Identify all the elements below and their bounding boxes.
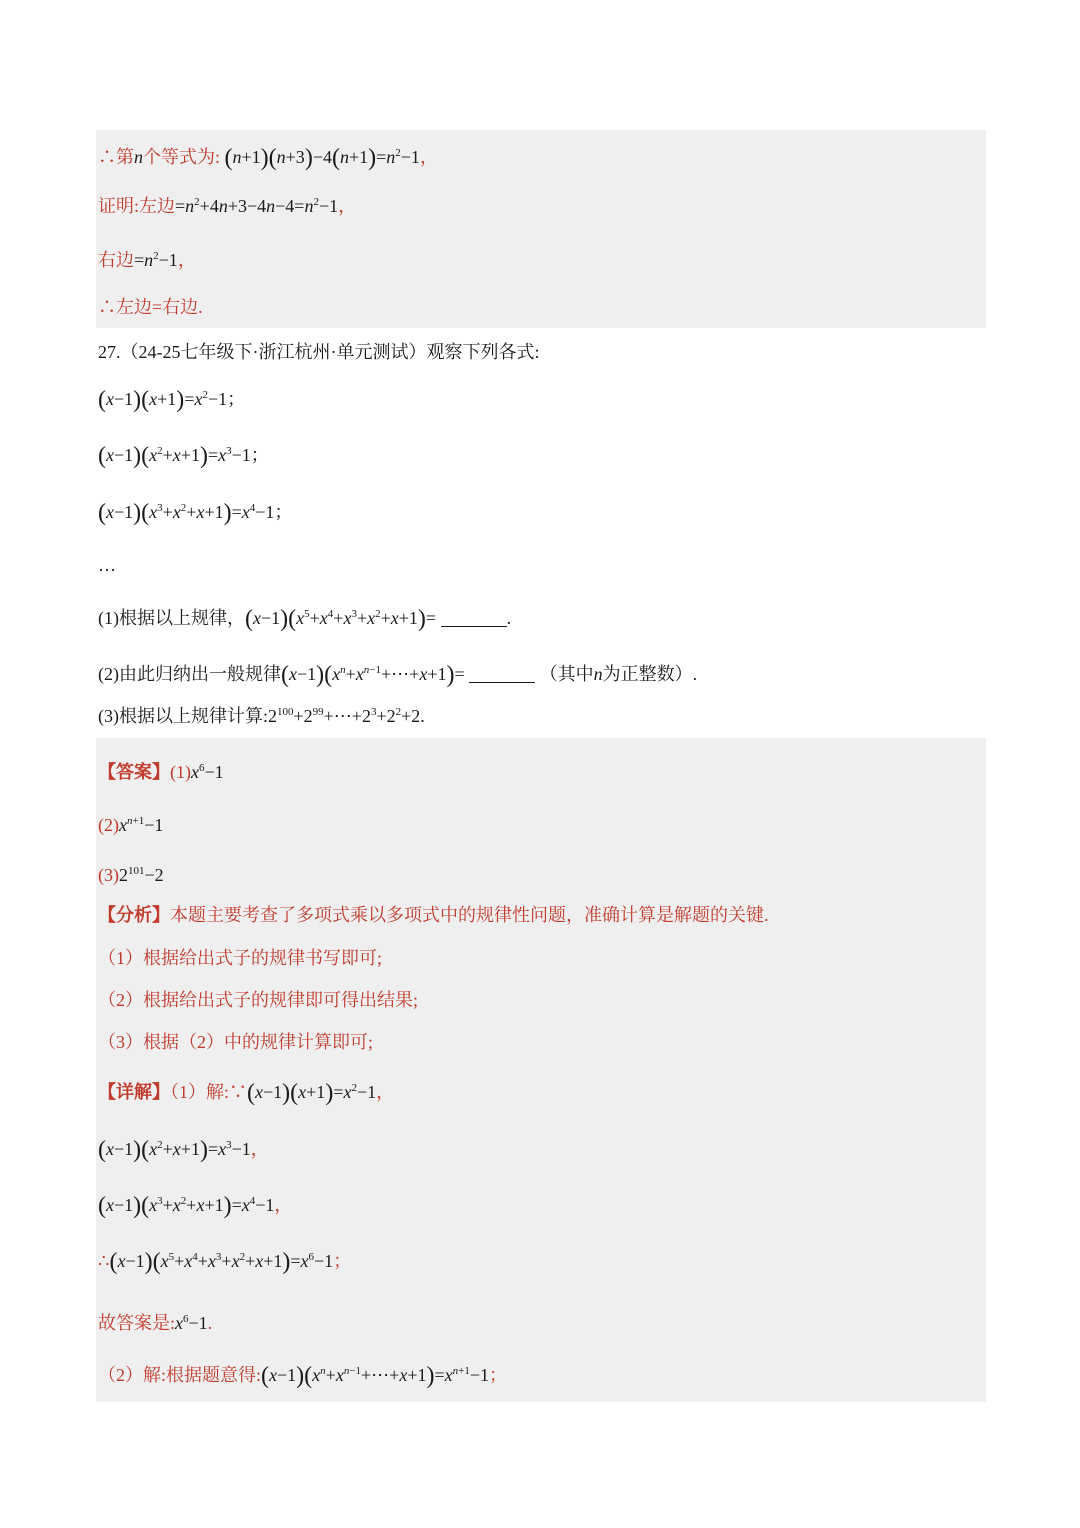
pattern-equation-1: $(x-1)(x+1)=x^2-1$； — [98, 387, 246, 413]
nth-equation-formula: $(n+1)(n+3)-4(n+1)=n^2-1$ — [224, 145, 420, 171]
detail-line-2: $(x-1)(x^2+x+1)=x^3-1$， — [98, 1137, 269, 1163]
analysis-step-2: （2）根据给出式子的规律即可得出结果; — [98, 990, 418, 1010]
detail-tag: 【详解】 — [98, 1082, 170, 1102]
proof-conclusion-line: ∴左边=右边. — [98, 297, 203, 317]
detail-line-1: 【详解】（1）解$:\because(x-1)(x+1)=x^2-1$， — [98, 1080, 395, 1106]
detail-conclusion: 故答案是$:x^6-1$. — [98, 1313, 213, 1333]
analysis-step-1: （1）根据给出式子的规律书写即可; — [98, 948, 382, 968]
answer-2-line: $(2)x^{n+1}-1$ — [98, 815, 164, 835]
pattern-equation-2: $(x-1)(x^2+x+1)=x^3-1$； — [98, 443, 269, 469]
ellipsis: … — [98, 555, 116, 575]
pattern-equation-3: $(x-1)(x^3+x^2+x+1)=x^4-1$； — [98, 500, 293, 526]
answer-blank-1 — [441, 626, 507, 627]
analysis-step-3: （3）根据（2）中的规律计算即可; — [98, 1032, 373, 1052]
analysis-tag: 【分析】 — [98, 905, 170, 925]
question-part-3: (3)根据以上规律计算$:2^{100}+2^{99}+\cdots+2^3+2^2+2$. — [98, 706, 425, 726]
question-part-2: (2)由此归纳出一般规律$(x-1)(x^n+x^{n-1}+\cdots+x+1)=$ （其中n为正整数）. — [98, 662, 698, 688]
proof-left-line: 证明:左边$=n^2+4n+3-4n-4=n^2-1$， — [98, 196, 357, 216]
detail-line-3: $(x-1)(x^3+x^2+x+1)=x^4-1$， — [98, 1193, 293, 1219]
question-part-1: (1)根据以上规律，$(x-1)(x^5+x^4+x^3+x^2+x+1)=$ . — [98, 606, 512, 632]
answer-blank-2 — [469, 682, 535, 683]
solution-box-answer — [96, 738, 986, 1402]
answer-3-line: $(3)2^{101}-2$ — [98, 865, 164, 885]
detail-part-2: （2）解:根据题意得$:(x-1)(x^n+x^{n-1}+\cdots+x+1)=x^{n+1}-1$； — [98, 1363, 508, 1389]
detail-line-4: $\therefore(x-1)(x^5+x^4+x^3+x^2+x+1)=x^6-1$； — [98, 1249, 352, 1275]
answer-tag: 【答案】 — [98, 762, 170, 782]
question-27-title: 27.（24-25七年级下·浙江杭州·单元测试）观察下列各式: — [98, 342, 540, 362]
nth-equation-line: ∴第n个等式为: $(n+1)(n+3)-4(n+1)=n^2-1$， — [98, 145, 438, 171]
answer-1-line: 【答案】$(1)x^6-1$ — [98, 762, 224, 782]
analysis-line: 【分析】本题主要考查了多项式乘以多项式中的规律性问题，准确计算是解题的关键. — [98, 905, 769, 925]
proof-right-line: 右边$=n^2-1$， — [98, 250, 196, 270]
